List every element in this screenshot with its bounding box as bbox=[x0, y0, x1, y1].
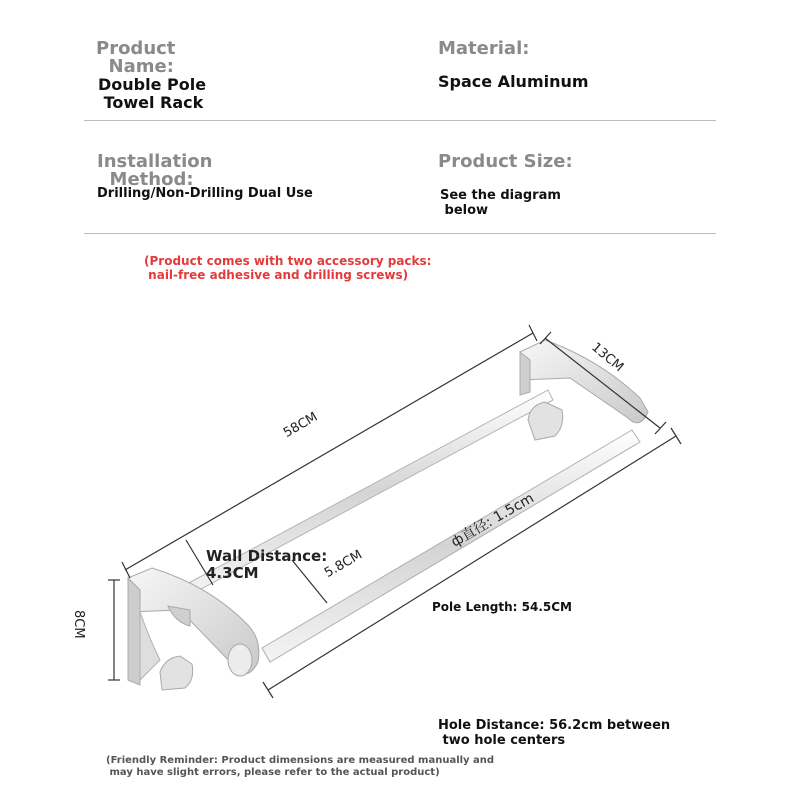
accessory-note: (Product comes with two accessory packs: nail-free adhesive and drilling screws) bbox=[144, 254, 432, 282]
height-dimension-label: 8CM bbox=[71, 610, 86, 639]
wall-distance-label: Wall Distance: 4.3CM bbox=[206, 547, 328, 582]
material-value: Space Aluminum bbox=[438, 72, 589, 91]
product-name-value: Double Pole Towel Rack bbox=[98, 75, 207, 112]
rack-illustration bbox=[128, 340, 648, 690]
length-dimension-label: 58CM bbox=[281, 409, 321, 441]
installation-method-label: Installation Method: bbox=[97, 151, 213, 190]
pole-length-label: Pole Length: 54.5CM bbox=[432, 600, 572, 614]
material-label: Material: bbox=[438, 38, 530, 59]
friendly-reminder-note: (Friendly Reminder: Product dimensions are measured manually and may have slight errors, please refer to the actual product) bbox=[106, 755, 495, 778]
installation-method-value: Drilling/Non-Drilling Dual Use bbox=[97, 186, 313, 201]
inner-distance-label: 5.8CM bbox=[322, 547, 365, 581]
product-name-label: Product Name: bbox=[96, 38, 176, 77]
hole-distance-label: Hole Distance: 56.2cm between two hole centers bbox=[438, 718, 671, 748]
depth-dimension-label: 13CM bbox=[588, 340, 627, 376]
product-size-label: Product Size: bbox=[438, 151, 573, 172]
pole-diameter-label: ф直径: 1.5cm bbox=[448, 490, 537, 551]
product-size-value: See the diagram below bbox=[440, 188, 561, 218]
